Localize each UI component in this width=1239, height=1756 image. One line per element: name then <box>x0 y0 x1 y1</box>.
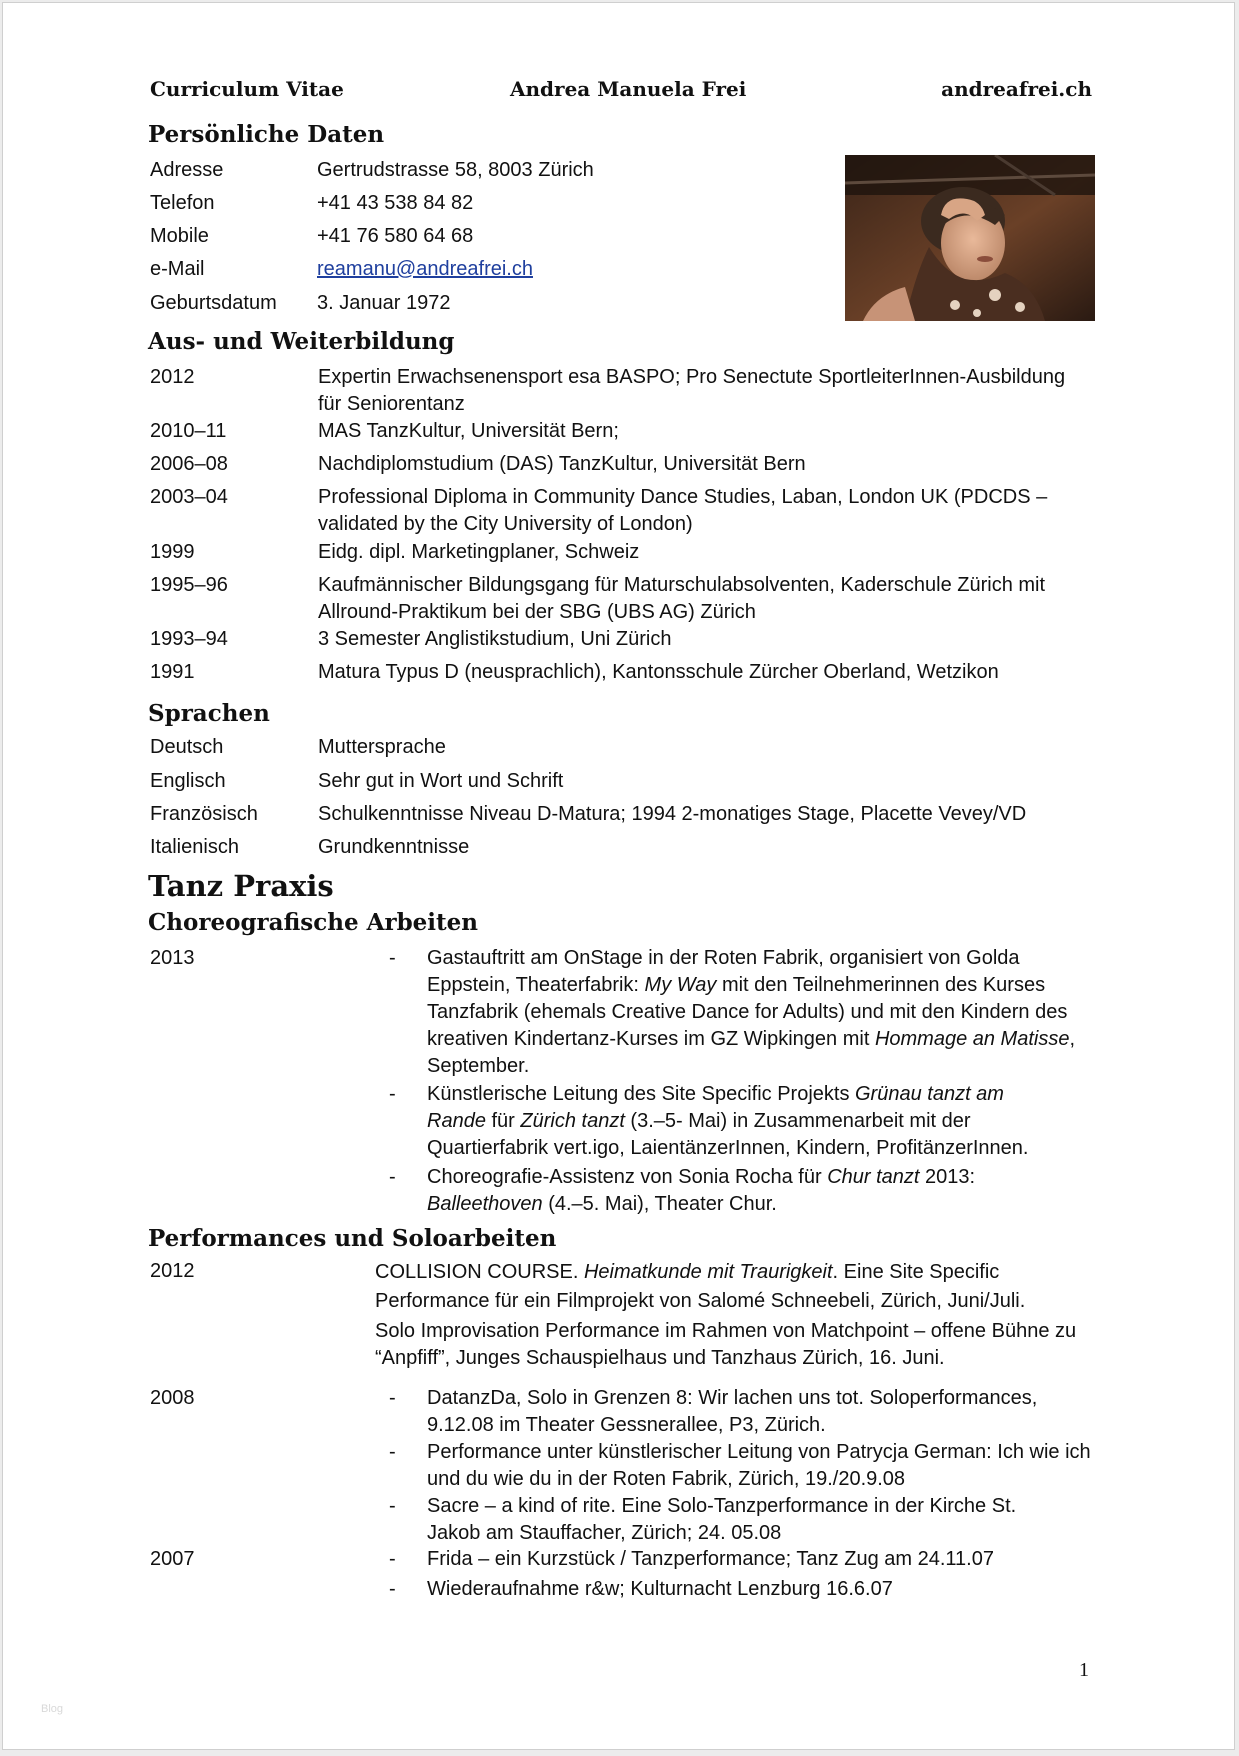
language-level: Muttersprache <box>318 736 446 758</box>
email-link[interactable]: reamanu@andreafrei.ch <box>317 258 533 280</box>
label-address: Adresse <box>150 159 224 181</box>
value-birthdate: 3. Januar 1972 <box>317 292 451 314</box>
performance-item: Frida – ein Kurzstück / Tanzperformance; Tanz Zug am 24.11.07 <box>427 1548 994 1570</box>
header-title: Curriculum Vitae <box>150 77 344 101</box>
education-year: 1995–96 <box>150 574 228 596</box>
section-heading-education: Aus- und Weiterbildung <box>148 328 455 355</box>
performance-item: Solo Improvisation Performance im Rahmen von Matchpoint – offene Bühne zu “Anpfiff”, Junges Schauspielhaus und Tanzhaus Zürich, 16. Juni. <box>375 1320 1077 1369</box>
education-text: 3 Semester Anglistikstudium, Uni Zürich <box>318 628 672 650</box>
header-name: Andrea Manuela Frei <box>510 77 747 101</box>
language-name: Französisch <box>150 803 258 825</box>
list-bullet: - <box>389 1387 396 1409</box>
label-email: e-Mail <box>150 258 205 280</box>
value-mobile: +41 76 580 64 68 <box>317 225 474 247</box>
performance-item: COLLISION COURSE. Heimatkunde mit Traurigkeit. Eine Site Specific Performance für ein Filmprojekt von Salomé Schneebeli, Zürich, Juni/Juli. <box>375 1261 1026 1312</box>
performance-item: DatanzDa, Solo in Grenzen 8: Wir lachen uns tot. Soloperformances, 9.12.08 im Theater Gessnerallee, P3, Zürich. <box>427 1387 1038 1436</box>
performance-year: 2012 <box>150 1260 195 1282</box>
performance-item: Performance unter künstlerischer Leitung von Patrycja German: Ich wie ich und du wie du in der Roten Fabrik, Zürich, 19./20.9.08 <box>427 1441 1091 1490</box>
language-name: Deutsch <box>150 736 224 758</box>
section-heading-personal: Persönliche Daten <box>148 121 385 148</box>
performance-year: 2008 <box>150 1387 195 1409</box>
education-text: Kaufmännischer Bildungsgang für Maturschulabsolventen, Kaderschule Zürich mit Allround-Praktikum bei der SBG (UBS AG) Zürich <box>318 574 1046 623</box>
performance-item: Wiederaufnahme r&w; Kulturnacht Lenzburg 16.6.07 <box>427 1578 893 1600</box>
list-bullet: - <box>389 1578 396 1600</box>
language-name: Italienisch <box>150 836 239 858</box>
language-level: Sehr gut in Wort und Schrift <box>318 770 564 792</box>
label-phone: Telefon <box>150 192 215 214</box>
language-level: Schulkenntnisse Niveau D-Matura; 1994 2-monatiges Stage, Placette Vevey/VD <box>318 803 1027 825</box>
education-year: 2003–04 <box>150 486 228 508</box>
portrait-photo <box>845 155 1095 321</box>
education-text: Professional Diploma in Community Dance Studies, Laban, London UK (PDCDS – validated by the City University of London) <box>318 486 1048 535</box>
list-bullet: - <box>389 947 396 969</box>
education-text: MAS TanzKultur, Universität Bern; <box>318 420 619 442</box>
education-text: Nachdiplomstudium (DAS) TanzKultur, Universität Bern <box>318 453 806 475</box>
choreography-year: 2013 <box>150 947 195 969</box>
watermark: Blog <box>41 1703 64 1715</box>
cv-page <box>2 2 1235 1750</box>
choreography-item: Künstlerische Leitung des Site Specific Projekts Grünau tanzt am Rande für Zürich tanzt (3.–5- Mai) in Zusammenarbeit mit der Quartierfabrik vert.igo, LaientänzerInnen, Kindern, ProfitänzerInnen. <box>427 1083 1029 1159</box>
list-bullet: - <box>389 1548 396 1570</box>
education-text: Matura Typus D (neusprachlich), Kantonsschule Zürcher Oberland, Wetzikon <box>318 661 999 683</box>
value-address: Gertrudstrasse 58, 8003 Zürich <box>317 159 594 181</box>
education-year: 2012 <box>150 366 195 388</box>
education-year: 1991 <box>150 661 195 683</box>
language-name: Englisch <box>150 770 226 792</box>
header-website: andreafrei.ch <box>941 77 1092 101</box>
education-year: 2006–08 <box>150 453 228 475</box>
section-heading-languages: Sprachen <box>148 700 270 727</box>
education-text: Expertin Erwachsenensport esa BASPO; Pro Senectute SportleiterInnen-Ausbildung für Seniorentanz <box>318 366 1066 415</box>
section-heading-practice: Tanz Praxis <box>148 869 334 903</box>
list-bullet: - <box>389 1166 396 1188</box>
education-text: Eidg. dipl. Marketingplaner, Schweiz <box>318 541 640 563</box>
value-phone: +41 43 538 84 82 <box>317 192 474 214</box>
list-bullet: - <box>389 1495 396 1517</box>
education-year: 2010–11 <box>150 420 227 442</box>
label-mobile: Mobile <box>150 225 209 247</box>
label-birthdate: Geburtsdatum <box>150 292 277 314</box>
subheading-performances: Performances und Soloarbeiten <box>148 1225 557 1252</box>
performance-item: Sacre – a kind of rite. Eine Solo-Tanzperformance in der Kirche St. Jakob am Stauffacher, Zürich; 24. 05.08 <box>427 1495 1017 1544</box>
page-header <box>148 77 1092 103</box>
choreography-item: Gastauftritt am OnStage in der Roten Fabrik, organisiert von Golda Eppstein, Theaterfabrik: My Way mit den Teilnehmerinnen des Kurses Tanzfabrik (ehemals Creative Dance for Adults) und mit den Kindern des kreativen Kindertanz-Kurses im GZ Wipkingen mit Hommage an Matisse, September. <box>427 947 1076 1077</box>
portrait-image <box>845 155 1095 321</box>
list-bullet: - <box>389 1083 396 1105</box>
choreography-item: Choreografie-Assistenz von Sonia Rocha für Chur tanzt 2013: Balleethoven (4.–5. Mai), Theater Chur. <box>427 1166 976 1215</box>
list-bullet: - <box>389 1441 396 1463</box>
subheading-choreography: Choreografische Arbeiten <box>148 909 478 936</box>
performance-year: 2007 <box>150 1548 195 1570</box>
education-year: 1993–94 <box>150 628 228 650</box>
page-number: 1 <box>1079 1659 1089 1681</box>
education-year: 1999 <box>150 541 195 563</box>
language-level: Grundkenntnisse <box>318 836 470 858</box>
